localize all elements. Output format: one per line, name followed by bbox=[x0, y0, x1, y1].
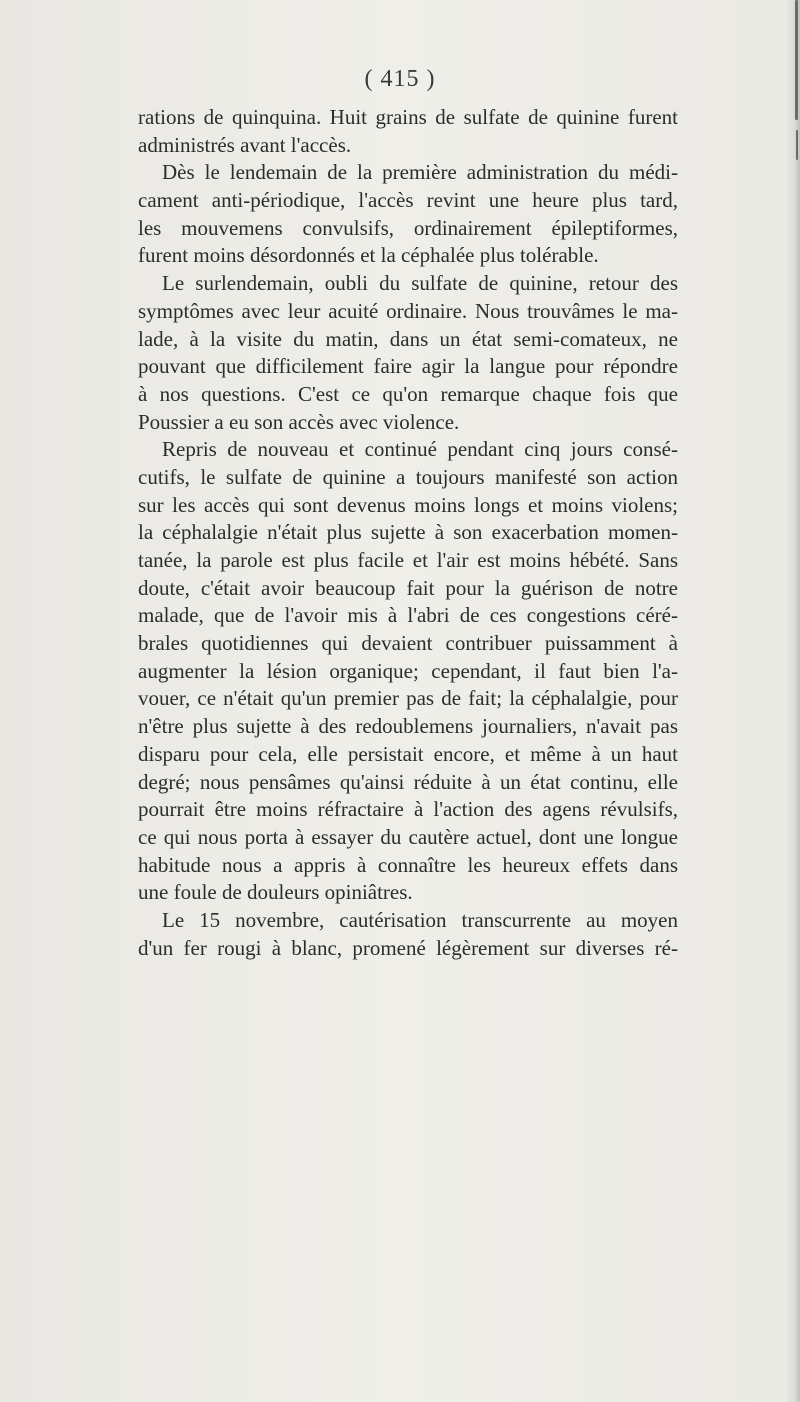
text-line: d'un fer rougi à blanc, promené légèrement sur diverses ré- bbox=[138, 935, 678, 960]
text-line: brales quotidiennes qui devaient contribuer puissamment à bbox=[138, 631, 678, 656]
text-line: la céphalalgie n'était plus sujette à son exacerbation momen- bbox=[138, 520, 678, 545]
text-line: augmenter la lésion organique; cependant, il faut bien l'a- bbox=[138, 658, 678, 683]
text-line: Poussier a eu son accès avec violence. bbox=[138, 409, 460, 434]
text-line: pourrait être moins réfractaire à l'action des agens révulsifs, bbox=[138, 797, 678, 822]
text-line: habitude nous a appris à connaître les heureux effets dans bbox=[138, 852, 678, 877]
text-line: sur les accès qui sont devenus moins longs et moins violens; bbox=[138, 492, 678, 517]
text-line: Le 15 novembre, cautérisation transcurrente au moyen bbox=[162, 907, 678, 932]
text-line: malade, que de l'avoir mis à l'abri de ces congestions céré- bbox=[138, 603, 678, 628]
text-line: cutifs, le sulfate de quinine a toujours manifesté son action bbox=[138, 464, 678, 489]
page-edge-mark bbox=[795, 0, 798, 120]
text-line: pouvant que difficilement faire agir la langue pour répondre bbox=[138, 354, 678, 379]
text-line: à nos questions. C'est ce qu'on remarque chaque fois que bbox=[138, 381, 678, 406]
text-line: disparu pour cela, elle persistait encore, et même à un haut bbox=[138, 741, 678, 766]
text-line: degré; nous pensâmes qu'ainsi réduite à un état continu, elle bbox=[138, 769, 678, 794]
text-line: furent moins désordonnés et la céphalée plus tolérable. bbox=[138, 243, 599, 268]
body-text bbox=[138, 104, 678, 962]
text-line: doute, c'était avoir beaucoup fait pour la guérison de notre bbox=[138, 575, 678, 600]
text-line: vouer, ce n'était qu'un premier pas de fait; la céphalalgie, pour bbox=[138, 686, 678, 711]
text-line: lade, à la visite du matin, dans un état semi-comateux, ne bbox=[138, 326, 678, 351]
text-line: rations de quinquina. Huit grains de sulfate de quinine furent bbox=[138, 105, 678, 129]
text-line: Dès le lendemain de la première administration du médi- bbox=[162, 160, 678, 185]
page-edge-mark bbox=[796, 130, 798, 160]
text-line: ce qui nous porta à essayer du cautère actuel, dont une longue bbox=[138, 824, 678, 849]
text-line: tanée, la parole est plus facile et l'air est moins hébété. Sans bbox=[138, 548, 678, 572]
text-line: Le surlendemain, oubli du sulfate de quinine, retour des bbox=[162, 271, 678, 296]
text-line: symptômes avec leur acuité ordinaire. Nous trouvâmes le ma- bbox=[138, 298, 678, 323]
text-line: une foule de douleurs opiniâtres. bbox=[138, 880, 413, 905]
text-line: les mouvemens convulsifs, ordinairement épileptiformes, bbox=[138, 215, 678, 240]
text-line: n'être plus sujette à des redoublemens journaliers, n'avait pas bbox=[138, 714, 678, 739]
text-line: cament anti-périodique, l'accès revint une heure plus tard, bbox=[138, 188, 678, 213]
page-edge-shadow bbox=[786, 0, 800, 1402]
page-number: ( 415 ) bbox=[364, 66, 436, 92]
text-line: administrés avant l'accès. bbox=[138, 132, 352, 157]
text-line: Repris de nouveau et continué pendant cinq jours consé- bbox=[162, 437, 678, 462]
